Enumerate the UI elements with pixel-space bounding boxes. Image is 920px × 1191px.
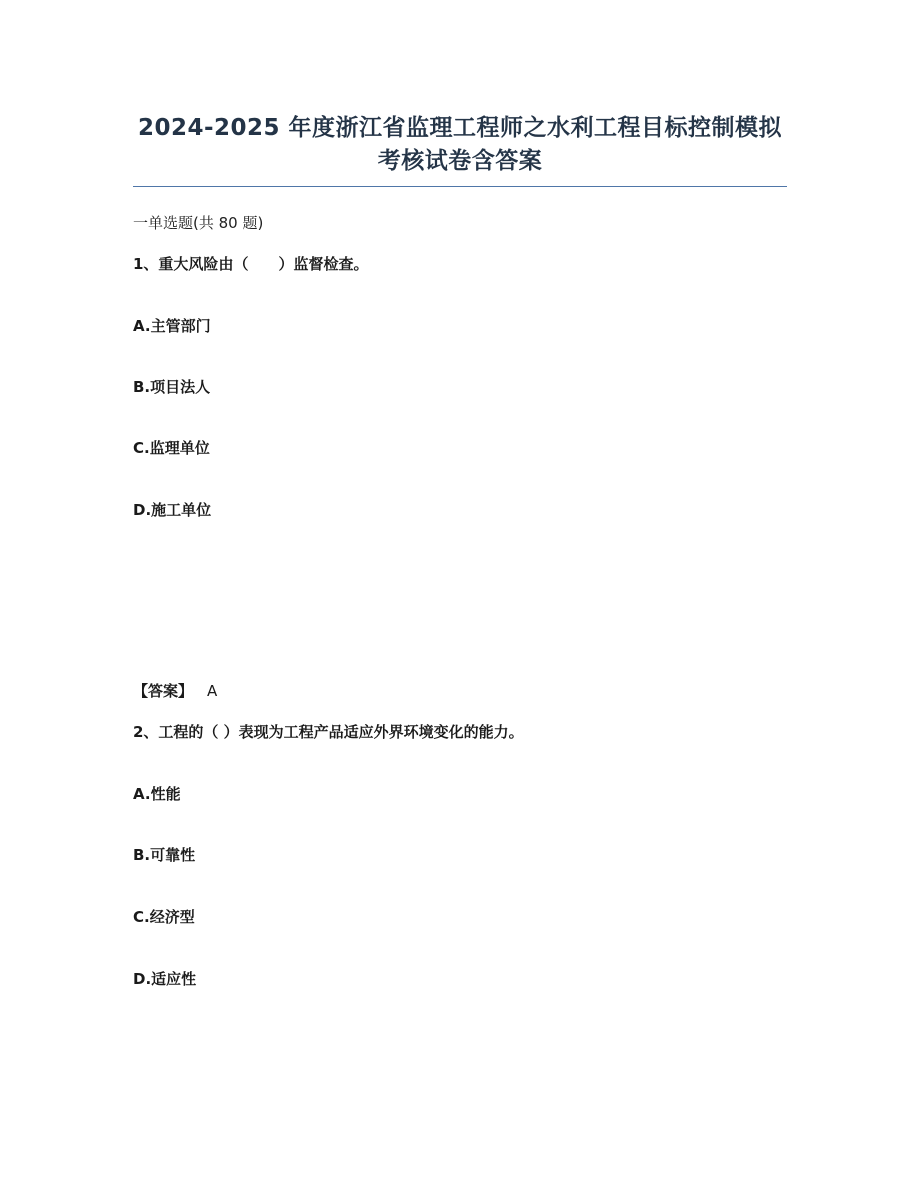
answer-value: A bbox=[207, 682, 218, 700]
document-title bbox=[110, 112, 810, 178]
question-2-option-d: D.适应性 bbox=[133, 970, 197, 988]
answer-label: 【答案】 bbox=[133, 682, 194, 700]
question-2-option-a: A.性能 bbox=[133, 785, 181, 803]
title-divider bbox=[133, 186, 787, 187]
question-2-option-b: B.可靠性 bbox=[133, 846, 196, 864]
question-1-option-a: A.主管部门 bbox=[133, 317, 211, 335]
section-heading: 一单选题(共 80 题) bbox=[133, 214, 264, 232]
question-1-option-d: D.施工单位 bbox=[133, 501, 212, 519]
question-1-stem: 1、重大风险由（ ）监督检查。 bbox=[133, 255, 369, 273]
question-2-stem: 2、工程的（ ）表现为工程产品适应外界环境变化的能力。 bbox=[133, 723, 524, 741]
question-1-answer bbox=[133, 681, 217, 701]
title-line-1: 2024-2025 年度浙江省监理工程师之水利工程目标控制模拟 bbox=[137, 115, 783, 141]
question-2-option-c: C.经济型 bbox=[133, 908, 195, 926]
title-line-2: 考核试卷含答案 bbox=[377, 148, 543, 174]
question-1-option-b: B.项目法人 bbox=[133, 378, 211, 396]
question-1-option-c: C.监理单位 bbox=[133, 439, 210, 457]
